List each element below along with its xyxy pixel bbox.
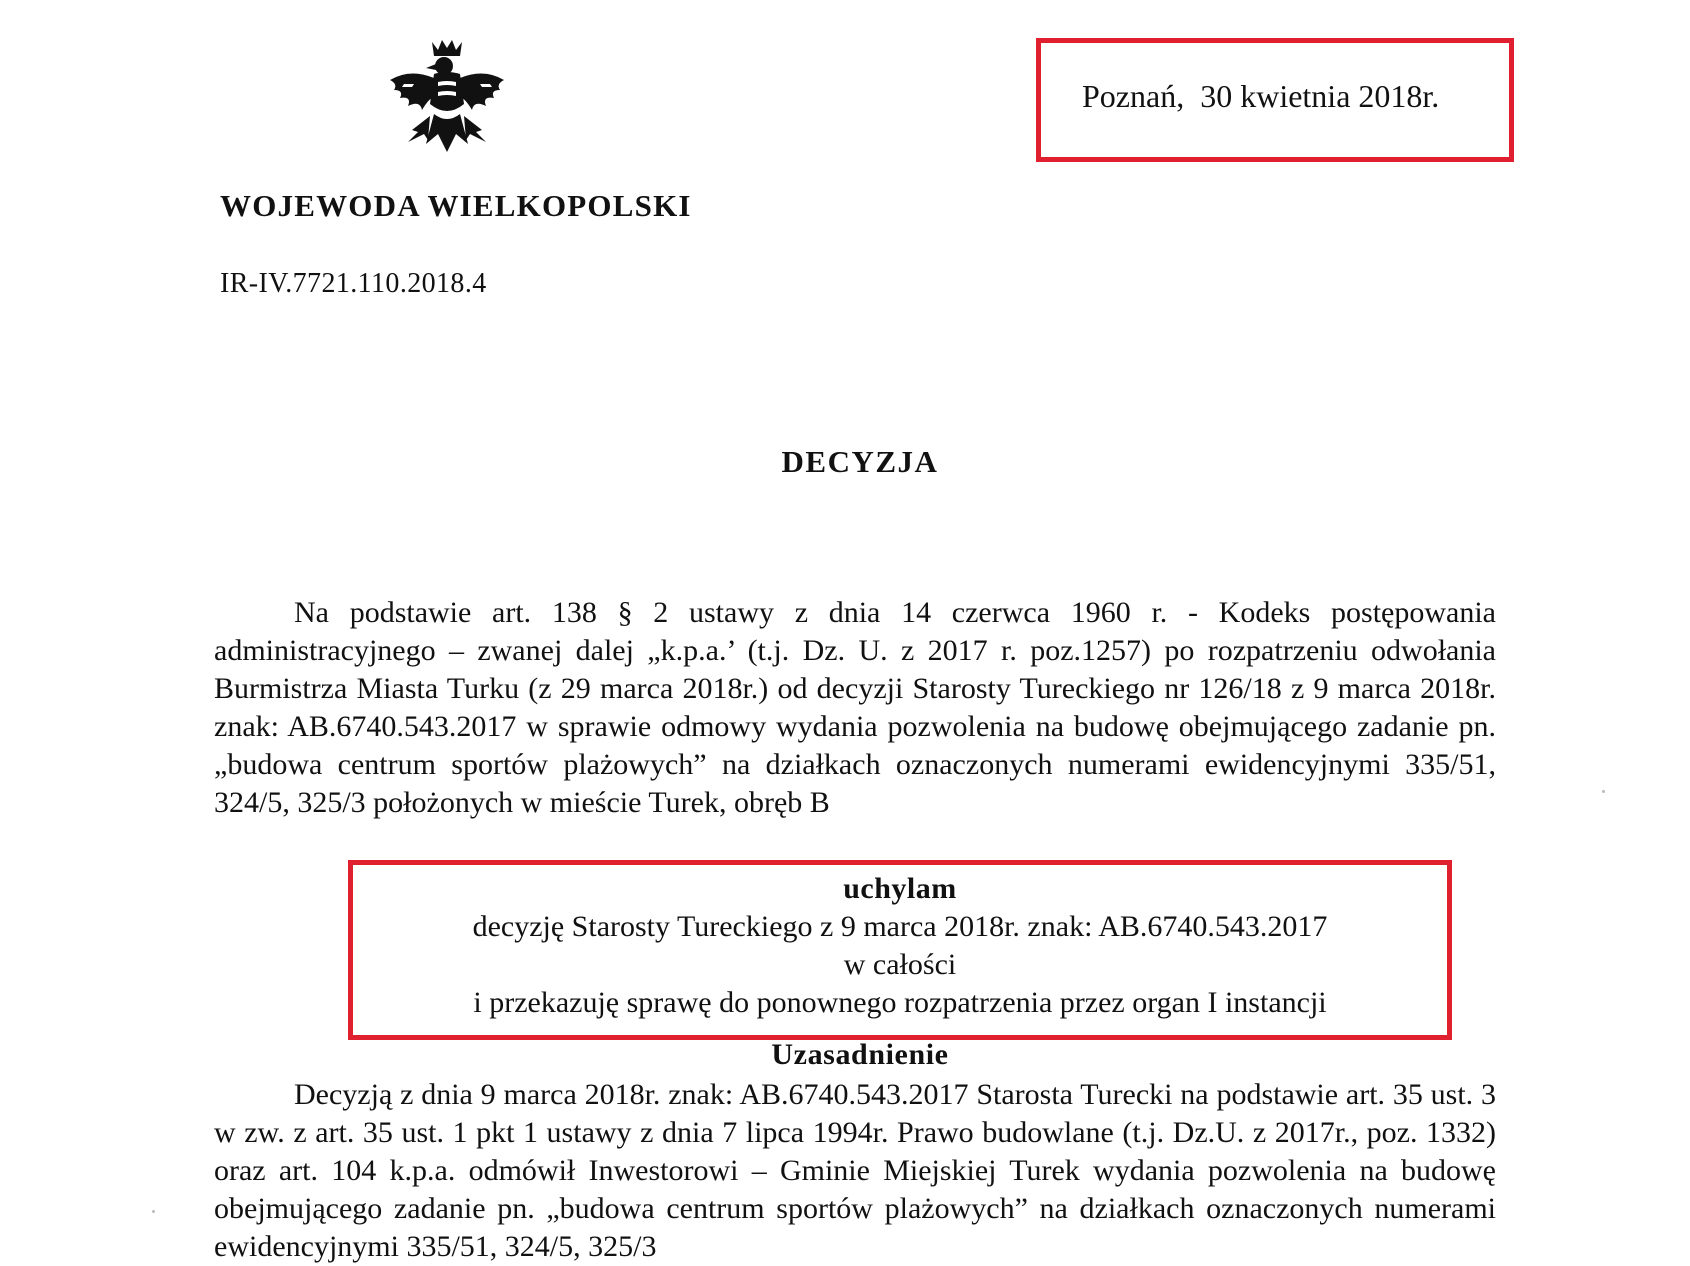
decision-line-3: i przekazuję sprawę do ponownego rozpatrzenia przez organ I instancji: [473, 986, 1327, 1019]
decision-verb: uchylam: [843, 872, 957, 905]
justification-text: Decyzją z dnia 9 marca 2018r. znak: AB.6740.543.2017 Starosta Turecki na podstawie art. 35 ust. 3 w zw. z art. 35 ust. 1 pkt 1 ustawy z dnia 7 lipca 1994r. Prawo budowlane (t.j. Dz.U. z 2017r., poz. 1332) oraz art. 104 k.p.a. odmówił Inwestorowi – Gminie Miejskiej Turek wydania pozwolenia na budowę obejmującego zadanie pn. „budowa centrum sportów plażowych” na działkach oznaczonych numerami ewidencyjnymi 335/51, 324/5, 325/3: [214, 1078, 1496, 1263]
issuing-authority: WOJEWODA WIELKOPOLSKI: [220, 188, 692, 223]
justification-paragraph: [214, 1076, 1496, 1266]
justification-heading: Uzasadnienie: [771, 1038, 949, 1071]
document-title: DECYZJA: [781, 444, 939, 479]
place-and-date: Poznań, 30 kwietnia 2018r.: [1082, 78, 1440, 114]
polish-eagle-emblem-icon: [384, 34, 510, 170]
scan-speck: [1602, 790, 1605, 793]
decision-line-2: w całości: [843, 948, 957, 981]
decision-block: [348, 870, 1452, 1022]
reference-number: IR-IV.7721.110.2018.4: [220, 268, 487, 299]
intro-paragraph-text: Na podstawie art. 138 § 2 ustawy z dnia 14 czerwca 1960 r. - Kodeks postępowania administracyjnego – zwanej dalej „k.p.a.’ (t.j. Dz. U. z 2017 r. poz.1257) po rozpatrzeniu odwołania Burmistrza Miasta Turku (z 29 marca 2018r.) od decyzji Starosty Tureckiego nr 126/18 z 9 marca 2018r. znak: AB.6740.543.2017 w sprawie odmowy wydania pozwolenia na budowę obejmującego zadanie pn. „budowa centrum sportów plażowych” na działkach oznaczonych numerami ewidencyjnymi 335/51, 324/5, 325/3 położonych w mieście Turek, obręb B: [214, 596, 1496, 819]
scan-speck: [152, 1210, 155, 1213]
intro-paragraph: [214, 594, 1496, 822]
decision-line-1: decyzję Starosty Tureckiego z 9 marca 2018r. znak: AB.6740.543.2017: [472, 910, 1328, 943]
